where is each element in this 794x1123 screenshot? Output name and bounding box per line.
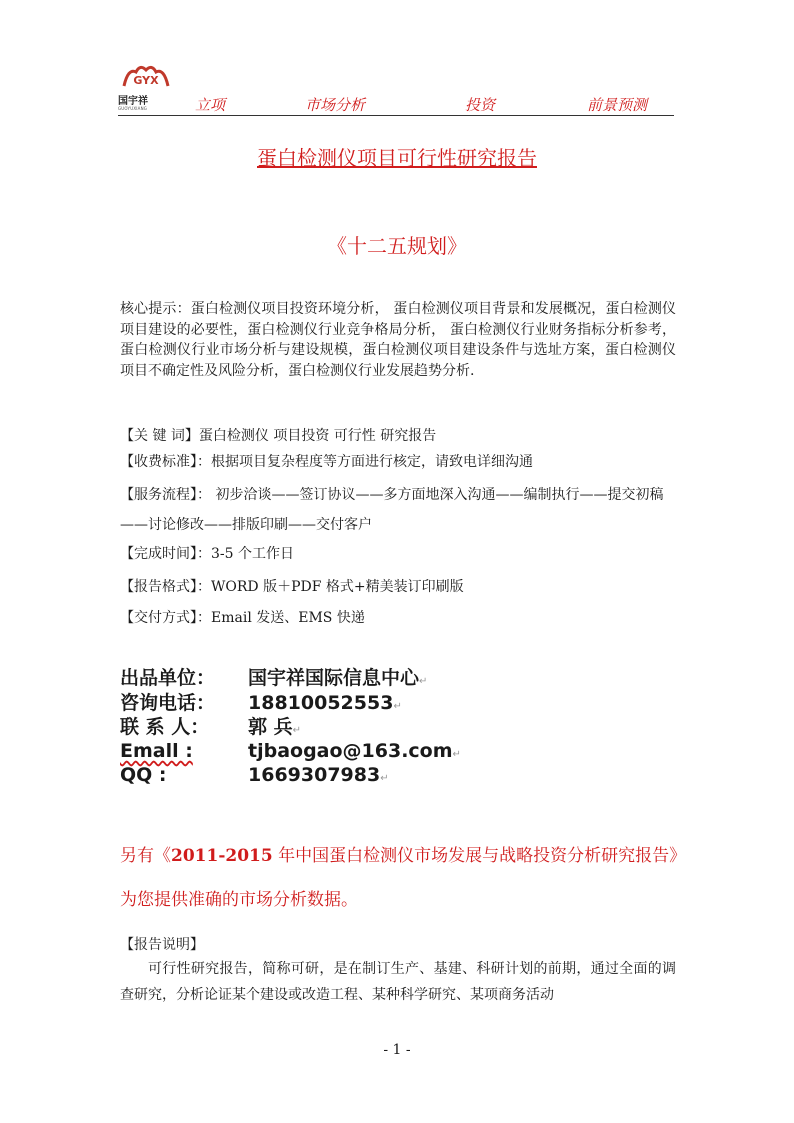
field-label: 【服务流程】： — [120, 487, 211, 503]
page-number: - 1 - — [383, 1042, 411, 1058]
field-value: WORD 版＋PDF 格式+精美装订印刷版 — [211, 579, 464, 595]
core-tip-text: 蛋白检测仪项目投资环境分析， 蛋白检测仪项目背景和发展概况，蛋白检测仪项目建设的必要性，蛋白检测仪行业竞争格局分析， 蛋白检测仪行业财务指标分析参考，蛋白检测仪行业市场分析与建设规模，蛋白检测仪项目建设条件与选址方案，蛋白检测仪项目不确定性及风险分析，蛋白检测仪行业发展趋势分析. — [120, 301, 677, 379]
contact-email-value[interactable]: tjbaogao@163.com — [248, 740, 453, 762]
guoyuxiang-logo-icon — [118, 60, 174, 92]
nav-item-forecast[interactable]: 前景预测 — [587, 96, 648, 114]
page-title — [0, 142, 794, 171]
contact-label: 联 系 人： — [120, 716, 210, 738]
contact-label: 出品单位： — [120, 667, 216, 689]
field-label: 【报告格式】： — [120, 579, 211, 595]
field-value: Email 发送、EMS 快递 — [211, 610, 365, 626]
logo-text: 国宇祥 — [118, 96, 148, 107]
field-value: 3-5 个工作日 — [211, 546, 294, 562]
contact-label: 咨询电话： — [120, 692, 216, 714]
contact-phone-value: 18810052553 — [248, 692, 394, 714]
contact-value: 郭 兵↵ — [248, 716, 302, 738]
contact-value: 18810052553↵ — [248, 692, 402, 714]
contact-person-value: 郭 兵 — [248, 716, 293, 738]
field-fee — [120, 447, 676, 477]
contact-publisher-value: 国宇祥国际信息中心 — [248, 667, 420, 689]
field-completion-time — [120, 539, 676, 569]
core-tip-label: 核心提示： — [120, 301, 191, 317]
field-delivery — [120, 603, 676, 633]
core-tip — [120, 299, 676, 381]
field-value: 根据项目复杂程度等方面进行核定，请致电详细沟通 — [211, 454, 533, 470]
field-value: 初步洽谈——签订协议——多方面地深入沟通——编制执行——提交初稿——讨论修改——排版印刷——交付客户 — [120, 487, 664, 533]
contact-value: 国宇祥国际信息中心↵ — [248, 667, 428, 689]
header-divider — [118, 115, 674, 116]
nav-item-market-analysis[interactable]: 市场分析 — [305, 96, 366, 114]
nav-item-project[interactable]: 立项 — [195, 96, 226, 114]
field-value: 蛋白检测仪 项目投资 可行性 研究报告 — [198, 428, 437, 444]
page-title-text: 蛋白检测仪项目可行性研究报告 — [257, 146, 537, 170]
contact-value: 1669307983↵ — [248, 764, 389, 786]
field-report-format — [120, 572, 676, 602]
promo-prefix: 另有《 — [120, 846, 171, 866]
promo-body: 年中国蛋白检测仪市场发展与战略投资分析研究报告》为您提供准确的市场分析数据。 — [120, 846, 678, 910]
company-logo — [118, 60, 174, 112]
report-desc-text: 可行性研究报告，简称可研，是在制订生产、基建、科研计划的前期，通过全面的调查研究，分析论证某个建设或改造工程、某种科学研究、某项商务活动 — [120, 961, 676, 1003]
report-desc-heading: 【报告说明】 — [120, 937, 204, 953]
field-service-flow — [120, 480, 676, 540]
contact-label: QQ : — [120, 764, 167, 786]
page-subtitle: 《十二五规划》 — [327, 234, 467, 258]
field-label: 【交付方式】： — [120, 610, 211, 626]
contact-label: Emall : — [120, 740, 193, 762]
field-label: 【完成时间】： — [120, 546, 211, 562]
logo-subtext: GUOYUXIANG — [118, 106, 148, 111]
nav-item-investment[interactable]: 投资 — [465, 96, 496, 114]
field-label: 【收费标准】： — [120, 454, 211, 470]
contact-qq-value: 1669307983 — [248, 764, 381, 786]
svg-text:GYX: GYX — [133, 74, 159, 87]
promo-text — [120, 834, 680, 922]
promo-years: 2011-2015 — [171, 846, 273, 866]
field-label: 【关 键 词】 — [120, 428, 199, 444]
contact-value: tjbaogao@163.com↵ — [248, 740, 461, 762]
